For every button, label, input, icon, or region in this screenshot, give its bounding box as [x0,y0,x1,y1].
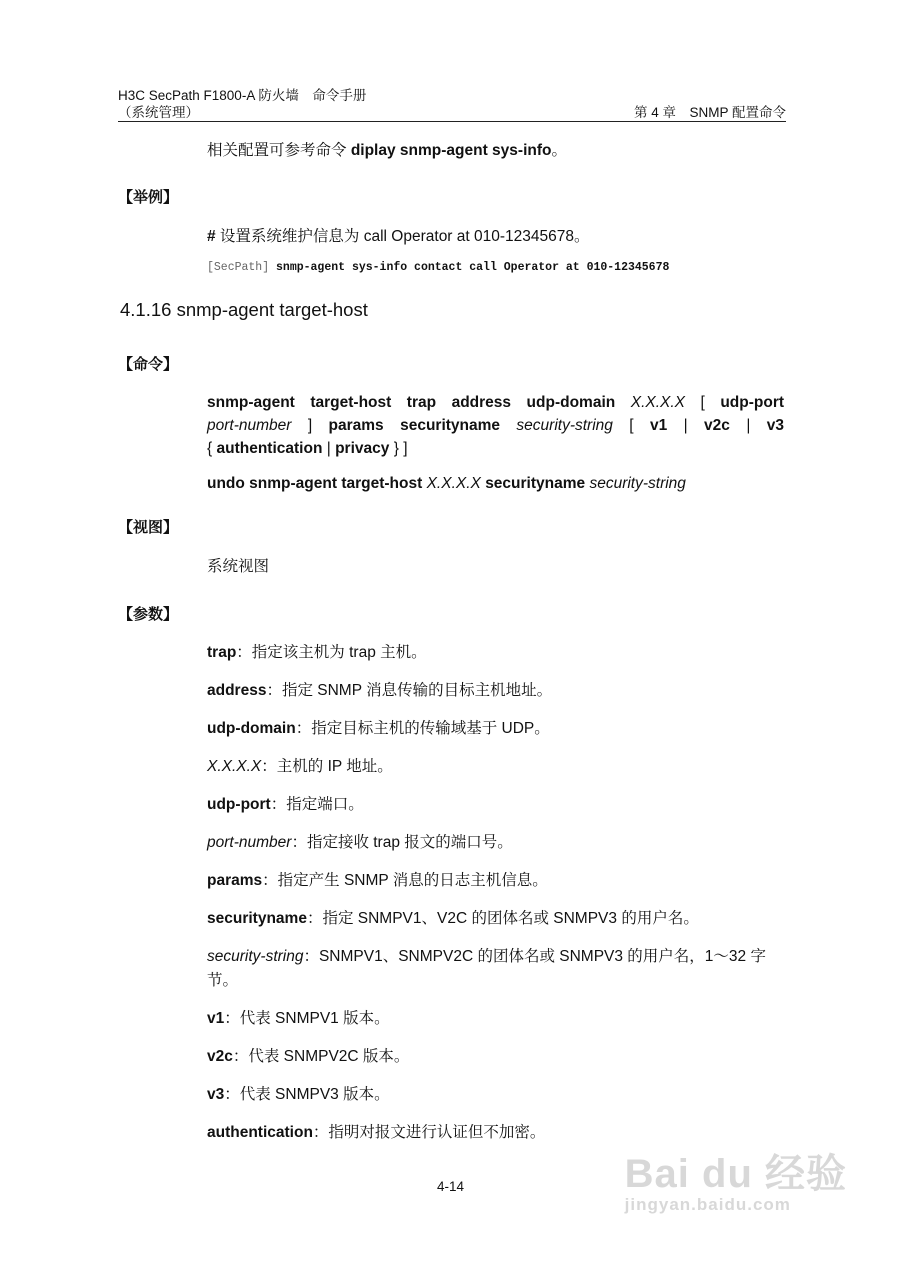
param-item [207,795,364,815]
param-desc: ：代表 SNMPV2C 版本。 [232,1048,410,1065]
command-token: udp-domain [526,394,616,411]
example-hash: # [207,228,216,245]
command-token: trap [406,394,437,411]
command-token: X.X.X.X [630,394,686,411]
command-token: udp-port [720,394,785,411]
command-token: | [326,440,331,457]
command-token: } [393,440,399,457]
command-line-2 [207,414,784,437]
command-token: securityname [400,417,501,434]
param-item [207,871,548,891]
command-token: target-host [310,394,392,411]
header-subtitle: （系统管理） [118,105,199,120]
command-token: ] [403,440,408,457]
param-term: security-string [207,948,304,965]
header-chapter: 第 4 章 SNMP 配置命令 [633,105,786,120]
command-token: v3 [766,417,784,434]
command-token: undo snmp-agent target-host [207,475,423,492]
command-token: securityname [485,475,586,492]
param-item [207,947,766,967]
section-title: 4.1.16 snmp-agent target-host [120,299,368,320]
example-cmd: snmp-agent sys-info contact call Operator at 010-12345678 [269,261,670,274]
param-item [207,719,550,739]
param-desc: ：指定该主机为 trap 主机。 [236,644,427,661]
command-token: [ [629,417,634,434]
example-heading: 【举例】 [118,189,179,206]
header-rule [118,121,786,122]
param-desc-continued: 节。 [207,972,239,989]
header-title: H3C SecPath F1800-A 防火墙 命令手册 [118,88,367,103]
command-token: privacy [335,440,390,457]
param-term: port-number [207,834,292,851]
command-token: port-number [207,417,292,434]
param-item [207,1047,409,1067]
param-item [207,757,393,777]
param-desc: ：指定端口。 [270,796,364,813]
command-undo [207,472,784,495]
param-term: securityname [207,910,307,927]
example-desc [207,227,590,247]
watermark-brand: Bai du 经验 [624,1152,847,1196]
param-item [207,833,513,853]
param-term: v2c [207,1048,233,1065]
command-token: security-string [589,475,686,492]
command-token: v1 [649,417,668,434]
param-desc: ：主机的 IP 地址。 [261,758,393,775]
command-heading: 【命令】 [118,356,179,373]
intro-suffix: 。 [551,142,567,159]
command-token: v2c [704,417,730,434]
baidu-watermark [625,1142,847,1215]
page-number: 4-14 [437,1179,465,1194]
param-desc: ：指定 SNMPV1、V2C 的团体名或 SNMPV3 的用户名。 [306,910,699,927]
param-desc: ：指定产生 SNMP 消息的日志主机信息。 [262,872,548,889]
param-desc: ：指明对报文进行认证但不加密。 [312,1124,546,1141]
command-line-1 [207,391,784,414]
param-desc: ：代表 SNMPV1 版本。 [224,1010,390,1027]
command-token: params [328,417,384,434]
param-item [207,681,552,701]
view-heading: 【视图】 [118,519,179,536]
view-text: 系统视图 [207,558,270,575]
param-item [207,1085,390,1105]
param-item [207,1123,545,1143]
intro-command: diplay snmp-agent sys-info [350,142,552,159]
param-term: authentication [207,1124,313,1141]
example-command [207,261,669,274]
params-heading: 【参数】 [118,606,179,623]
param-item [207,643,427,663]
param-term: udp-domain [207,720,296,737]
param-term: address [207,682,267,699]
command-token: | [746,417,751,434]
command-line-3 [207,437,784,460]
param-term: params [207,872,263,889]
param-term: v3 [207,1086,225,1103]
example-prompt: [SecPath] [207,261,270,274]
intro-line [207,141,567,161]
watermark-url: jingyan.baidu.com [624,1195,791,1214]
command-token: X.X.X.X [426,475,481,492]
command-token: security-string [516,417,613,434]
param-desc: ：SNMPV1、SNMPV2C 的团体名或 SNMPV3 的用户名，1～32 字 [303,948,766,965]
command-token: { [207,440,213,457]
example-desc-text: 设置系统维护信息为 call Operator at 010-12345678。 [215,228,590,245]
param-desc: ：指定 SNMP 消息传输的目标主机地址。 [266,682,553,699]
param-desc: ：指定目标主机的传输域基于 UDP。 [295,720,550,737]
command-token: ] [307,417,313,434]
param-term: v1 [207,1010,225,1027]
param-term: udp-port [207,796,271,813]
param-term: X.X.X.X [207,758,262,775]
command-token: [ [700,394,705,411]
param-item [207,1009,390,1029]
param-term: trap [207,644,237,661]
param-desc: ：代表 SNMPV3 版本。 [224,1086,390,1103]
param-desc: ：指定接收 trap 报文的端口号。 [291,834,513,851]
command-token: authentication [216,440,323,457]
param-item [207,909,699,929]
command-token: snmp-agent [207,394,295,411]
command-token: address [451,394,512,411]
command-token: | [683,417,688,434]
intro-prefix: 相关配置可参考命令 [207,142,351,159]
